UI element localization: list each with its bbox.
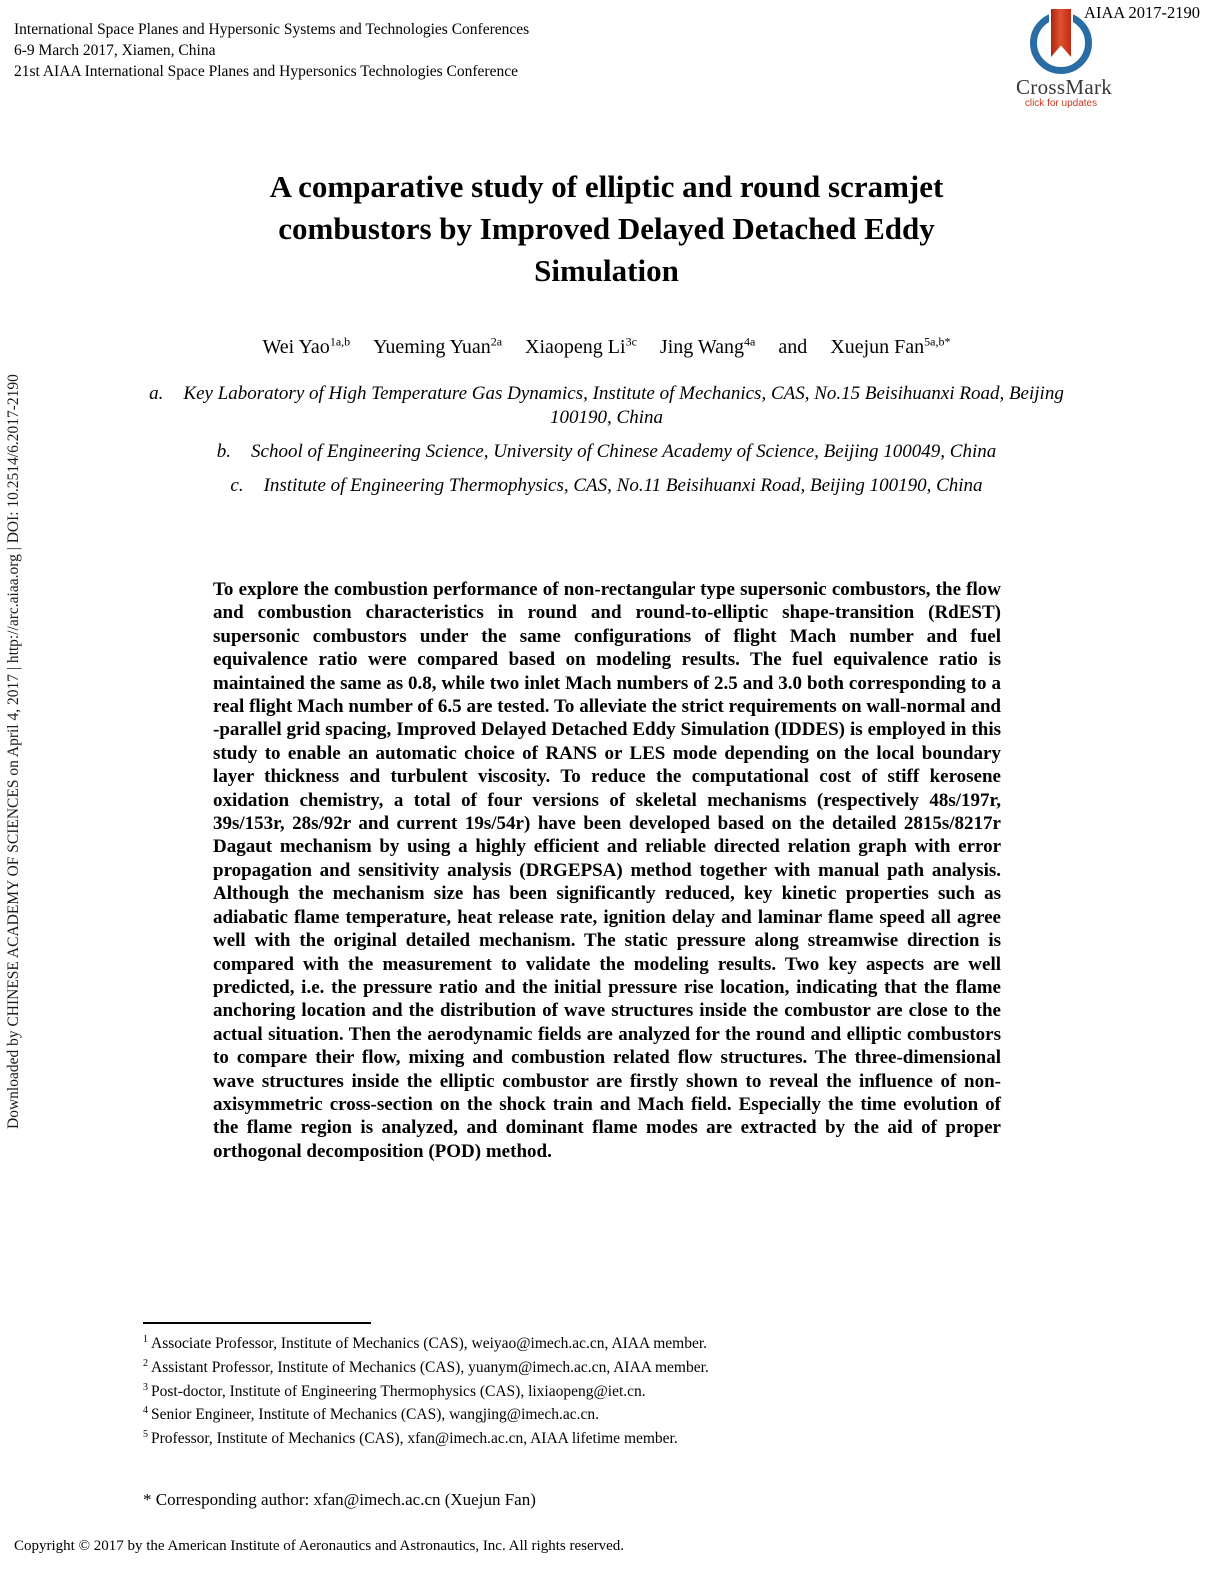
crossmark-ribbon-icon: [1049, 9, 1073, 57]
footnote-text: Assistant Professor, Institute of Mechanics (CAS), yuanym@imech.ac.cn, AIAA member.: [151, 1358, 709, 1376]
conference-header: [14, 19, 529, 82]
author-affiliation-marker: 2a: [490, 334, 503, 348]
footnote: [143, 1330, 709, 1354]
affiliation-letter: c.: [230, 475, 244, 496]
crossmark-badge[interactable]: [1016, 9, 1113, 109]
author: Xiaopeng $Li^{3c}$: [525, 334, 637, 358]
crossmark-tagline: click for updates: [1024, 98, 1098, 109]
footnote: [143, 1425, 709, 1449]
footnote-list: [143, 1330, 709, 1449]
author: Xuejun Fan$^{5a,b*}$: [830, 334, 951, 358]
author-affiliation-marker: 1a,b: [329, 334, 351, 348]
crossmark-wordmark: CrossMark: [1016, 75, 1113, 99]
footnote-number: 2: [143, 1357, 148, 1369]
author: Jing Wang$^{4a}$: [659, 334, 756, 358]
conference-header-line: International Space Planes and Hypersonic Systems and Technologies Conferences: [14, 21, 530, 38]
affiliation-letter: b.: [216, 441, 232, 462]
affiliation-text: Institute of Engineering Thermophysics, CAS, No.11 Beisihuanxi Road, Beijing 100190, China: [263, 475, 983, 496]
copyright-notice: Copyright © 2017 by the American Institute of Aeronautics and Astronautics, Inc. All rights reserved.: [14, 1538, 625, 1554]
crossmark-logo-icon: [1029, 9, 1093, 76]
footnote: [143, 1378, 709, 1402]
abstract: To explore the combustion performance of non-rectangular type supersonic combustors, the flow and combustion characteristics in round and round-to-elliptic shape-transition (RdEST) supersonic combustors under the same configurations of flight Mach number and fuel equivalence ratio were compared based on modeling results. The fuel equivalence ratio is maintained the same as 0.8, while two inlet Mach numbers of 2.5 and 3.0 both corresponding to a real flight Mach number of 6.5 are tested. To alleviate the strict requirements on wall-normal and -parallel grid spacing, Improved Delayed Detached Eddy Simulation (IDDES) is employed in this study to enable an automatic choice of RANS or LES mode depending on the local boundary layer thickness and turbulent viscosity. To reduce the computational cost of stiff kerosene oxidation chemistry, a total of four versions of skeletal mechanisms (respectively 48s/197r, 39s/153r, 28s/92r and current 19s/54r) have been developed based on the detailed 2815s/8217r Dagaut mechanism by using a highly efficient and reliable directed relation graph with error propagation and sensitivity analysis (DRGEPSA) method together with manual path analysis. Although the mechanism size has been significantly reduced, key kinetic properties such as adiabatic flame temperature, heat release rate, ignition delay and laminar flame speed all agree well with the original detailed mechanism. The static pressure along streamwise direction is compared with the measurement to validate the modeling results. Two key aspects are well predicted, i.e. the pressure ratio and the initial pressure rise location, indicating that the flame anchoring location and the distribution of wave structures inside the combustor are close to the actual situation. Then the aerodynamic fields are analyzed for the round and elliptic combustors to compare their flow, mixing and combustion related flow structures. The three-dimensional wave structures inside the elliptic combustor are firstly shown to reveal the influence of non-axisymmetric cross-section on the shock train and Mach field. Especially the time evolution of the flame region is analyzed, and dominant flame modes are extracted by the aid of proper orthogonal decomposition (POD) method.: [213, 579, 1001, 1162]
footnote: [143, 1354, 709, 1378]
author-affiliation-marker: 5a,b*: [924, 334, 951, 348]
footnote-rule: [143, 1322, 371, 1324]
footnote-number: 4: [143, 1405, 148, 1417]
author-list: [0, 334, 1213, 359]
download-watermark: Downloaded by CHINESE ACADEMY OF SCIENCES on April 4, 2017 | http://arc.aiaa.org | DOI: 10.2514/6.2017-2190: [5, 374, 22, 1129]
author: Yueming Yuan$^{2a}$: [373, 334, 503, 358]
author-affiliation-marker: 4a: [744, 334, 756, 348]
corresponding-author: * Corresponding author: xfan@imech.ac.cn (Xuejun Fan): [143, 1490, 536, 1509]
footnote-text: Senior Engineer, Institute of Mechanics (CAS), wangjing@imech.ac.cn.: [151, 1406, 599, 1424]
footnote-text: Professor, Institute of Mechanics (CAS), xfan@imech.ac.cn, AIAA lifetime member.: [151, 1430, 678, 1448]
affiliation-text: Key Laboratory of High Temperature Gas Dynamics, Institute of Mechanics, CAS, No.15 Beisihuanxi Road, Beijing 100190, China: [183, 383, 1064, 428]
authors-conjunction: and: [778, 335, 808, 358]
conference-header-line: 6-9 March 2017, Xiamen, China: [14, 42, 216, 59]
affiliation-letter: a.: [149, 383, 164, 404]
author: Wei Yao$^{1a,b}$: [262, 334, 351, 358]
footnote: [143, 1401, 709, 1425]
conference-header-line: 21st AIAA International Space Planes and Hypersonics Technologies Conference: [14, 63, 518, 80]
page-title-line: A comparative study of elliptic and round scramjet: [269, 169, 944, 204]
page-title-line: Simulation: [534, 253, 679, 288]
affiliation: [142, 440, 1072, 464]
page-title: [0, 166, 1213, 292]
affiliation: [142, 382, 1072, 430]
paper-number: AIAA 2017-2190: [1084, 3, 1200, 22]
footnote-number: 5: [143, 1429, 148, 1440]
footnote-text: Post-doctor, Institute of Engineering Thermophysics (CAS), lixiaopeng@iet.cn.: [151, 1382, 646, 1400]
footnote-number: 1: [143, 1334, 148, 1345]
affiliation-text: School of Engineering Science, University of Chinese Academy of Science, Beijing 100049, China: [251, 441, 997, 462]
page-title-line: combustors by Improved Delayed Detached Eddy: [278, 211, 935, 246]
author-affiliation-marker: 3c: [625, 334, 637, 348]
affiliation-list: [0, 382, 1213, 508]
footnote-text: Associate Professor, Institute of Mechanics (CAS), weiyao@imech.ac.cn, AIAA member.: [151, 1335, 708, 1353]
affiliation: [142, 474, 1072, 498]
footnote-number: 3: [143, 1381, 148, 1393]
